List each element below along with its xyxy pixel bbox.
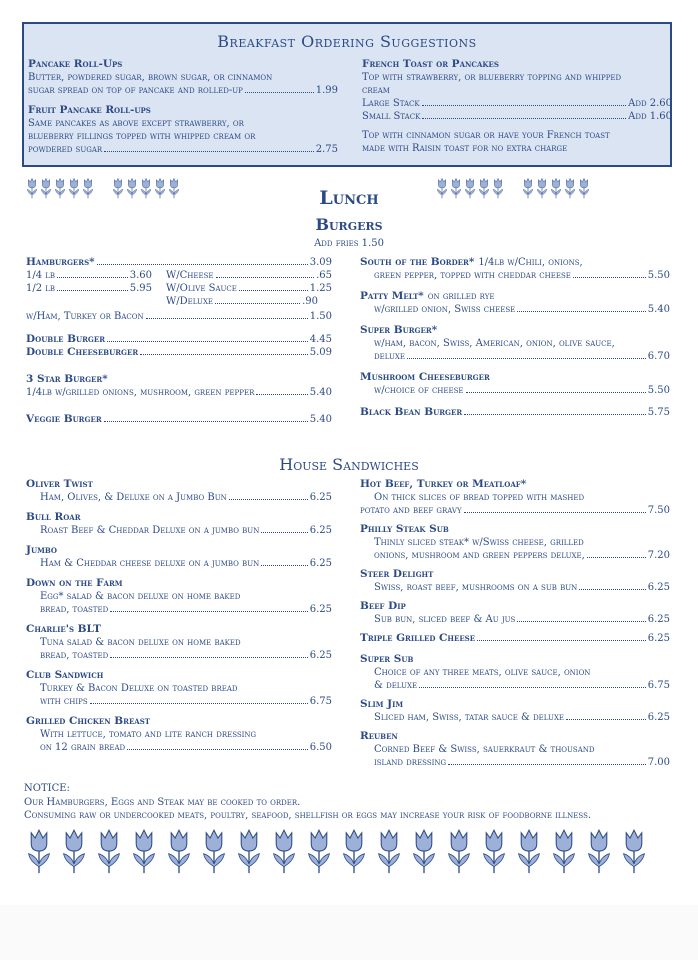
tulip-icon (166, 826, 192, 876)
sandwich-price-row (360, 613, 670, 626)
burger-price: 5.50 (647, 385, 670, 396)
sandwich-item (26, 511, 332, 537)
sandwich-name: Slim Jim (360, 698, 404, 710)
tulip-icon (131, 826, 157, 876)
burger-inline-desc: on grilled rye (427, 291, 495, 302)
sandwich-text: & deluxe (374, 680, 418, 691)
sandwich-price: 7.20 (647, 550, 670, 561)
french-toast-note-2: made with Raisin toast for no extra charge (362, 143, 568, 154)
tulip-icon (481, 826, 507, 876)
burger-price-row (360, 384, 670, 397)
sandwich-price-row (360, 549, 670, 562)
notice (24, 782, 674, 823)
sandwich-item (360, 653, 670, 692)
sandwiches-right-column (360, 478, 670, 775)
french-toast-note-1: Top with cinnamon sugar or have your French toast (362, 130, 610, 141)
burger-size-row-2: 1/2 lb 5.95 W/Olive Sauce 1.25 (26, 283, 332, 294)
sandwich-price: 7.50 (647, 505, 670, 516)
veggie-burger-row: Veggie Burger 5.40 (26, 413, 332, 425)
large-stack-row: Large Stack Add 2.60 (362, 98, 672, 109)
fruit-pancake-price: 2.75 (315, 144, 338, 155)
burger-text: w/choice of cheese (374, 385, 464, 396)
sandwich-price: 6.75 (309, 696, 332, 707)
tulip-icon (26, 826, 52, 876)
sandwich-text: Ham & Cheddar cheese deluxe on a jumbo bun (40, 558, 260, 569)
tulip-icon (96, 826, 122, 876)
tulip-icon (446, 826, 472, 876)
sandwich-item (26, 669, 332, 708)
sandwich-price-row (360, 756, 670, 769)
sandwich-price-row (360, 504, 670, 517)
sandwich-price: 6.25 (647, 712, 670, 723)
sandwich-desc: Egg* salad & bacon deluxe on home baked (40, 591, 241, 602)
breakfast-panel (22, 22, 672, 167)
sandwich-name-text: Down on the Farm (26, 577, 123, 589)
sandwich-price: 6.25 (309, 558, 332, 569)
sandwich-price-row (360, 711, 670, 724)
burger-inline-desc: 1/4lb w/Chili, onions, (478, 257, 583, 268)
pancake-rollups-desc: Butter, powdered sugar, brown sugar, or cinnamon (28, 72, 273, 83)
pancake-rollups-price-row: sugar spread on top of pancake and rolled-up 1.99 (28, 85, 338, 96)
sandwich-name: Beef Dip (360, 600, 406, 612)
notice-title: NOTICE: (24, 783, 70, 794)
sandwich-item (360, 568, 670, 594)
fruit-pancake-desc-2: blueberry fillings topped with whipped cream or (28, 131, 256, 142)
page-bottom-margin (0, 905, 698, 960)
sandwich-price: 6.50 (309, 742, 332, 753)
black-bean-burger-row: Black Bean Burger 5.75 (360, 406, 670, 418)
sandwich-item (26, 478, 332, 504)
burger-name-text: Patty Melt* (360, 290, 424, 302)
sandwich-price-row (360, 679, 670, 692)
sandwich-text: bread, toasted (40, 650, 109, 661)
sandwich-text: on 12 grain bread (40, 742, 126, 753)
pancake-rollups-price: 1.99 (315, 85, 338, 96)
sandwich-name (26, 544, 332, 557)
sandwich-text: island dressing (374, 757, 447, 768)
sandwich-item (26, 623, 332, 662)
burger-name (360, 290, 670, 303)
tulip-border-bottom (26, 826, 647, 876)
sandwich-text: Ham, Olives, & Deluxe on a Jumbo Bun (40, 492, 227, 503)
sandwich-price-row (26, 557, 332, 570)
sandwich-item (26, 715, 332, 754)
french-toast-desc-1: Top with strawberry, or blueberry topping and whipped (362, 72, 622, 83)
burger-price-row (360, 303, 670, 316)
sandwich-text: with chips (40, 696, 88, 707)
three-star-burger-row: 1/4lb w/grilled onions, mushroom, green pepper 5.40 (26, 387, 332, 398)
burger-item (360, 324, 670, 363)
sandwich-price-row (26, 649, 332, 662)
sandwich-desc: Turkey & Bacon Deluxe on toasted bread (40, 683, 238, 694)
burger-item (360, 256, 670, 282)
sandwich-text: Swiss, roast beef, mushrooms on a sub bun (374, 582, 578, 593)
burger-price-row (360, 350, 670, 363)
burger-name (360, 324, 670, 337)
breakfast-title: Breakfast Ordering Suggestions (217, 32, 477, 51)
double-cheeseburger-row: Double Cheeseburger 5.09 (26, 346, 332, 358)
sandwich-name: Hot Beef, Turkey or Meatloaf* (360, 478, 527, 490)
fruit-pancake-desc-1: Same pancakes as above except strawberry, or (28, 118, 244, 129)
pancake-rollups-name: Pancake Roll-Ups (28, 58, 123, 70)
french-toast-name: French Toast or Pancakes (362, 58, 499, 70)
tulip-icon (376, 826, 402, 876)
sandwich-desc: On thick slices of bread topped with mashed (374, 492, 585, 503)
french-toast-desc-2: cream (362, 85, 390, 96)
notice-line-2: Consuming raw or undercooked meats, poultry, seafood, shellfish or eggs may increase your risk of foodborne illness. (24, 810, 592, 821)
tulip-icon (61, 826, 87, 876)
sandwich-price: 6.25 (309, 650, 332, 661)
black-bean-column (360, 406, 670, 419)
sandwich-price-row (360, 581, 670, 594)
burger-size-row-3: W/Deluxe .90 (166, 296, 318, 307)
sandwich-price-row (26, 741, 332, 754)
sandwich-name (26, 623, 332, 636)
burger-text: deluxe (374, 351, 405, 362)
sandwich-item (26, 544, 332, 570)
sandwich-name-text: Club Sandwich (26, 669, 104, 681)
burger-price: 5.50 (647, 270, 670, 281)
sandwich-name-text: Oliver Twist (26, 478, 93, 490)
sandwich-item (360, 698, 670, 724)
burger-price-row (360, 269, 670, 282)
sandwich-desc: With lettuce, tomato and lite ranch dressing (40, 729, 257, 740)
tulip-icon (306, 826, 332, 876)
notice-line-1: Our Hamburgers, Eggs and Steak may be cooked to order. (24, 796, 301, 808)
sandwich-name-text: Grilled Chicken Breast (26, 715, 150, 727)
sandwich-item (360, 600, 670, 626)
burger-name-text: Super Burger* (360, 324, 438, 336)
tulip-icon (516, 826, 542, 876)
tulip-icon (271, 826, 297, 876)
fruit-pancake-price-row: powdered sugar 2.75 (28, 144, 338, 155)
sandwich-name-text: Jumbo (26, 544, 57, 556)
sandwich-name (26, 577, 332, 590)
sandwich-name-text: Bull Roar (26, 511, 81, 523)
three-star-burger-name: 3 Star Burger* (26, 373, 108, 385)
tulip-icon (201, 826, 227, 876)
burger-name-text: Mushroom Cheeseburger (360, 371, 490, 383)
sandwich-item (360, 730, 670, 769)
burgers-title: Burgers (315, 215, 383, 234)
sandwich-text: potato and beef gravy (360, 505, 462, 516)
tulip-icon (551, 826, 577, 876)
sandwich-text: Sliced ham, Swiss, tatar sauce & deluxe (374, 712, 565, 723)
sandwich-desc: Tuna salad & bacon deluxe on home baked (40, 637, 241, 648)
sandwich-price-row (26, 524, 332, 537)
ham-turkey-bacon-row: w/Ham, Turkey or Bacon 1.50 (26, 311, 332, 322)
burger-desc: w/ham, bacon, Swiss, American, onion, olive sauce, (374, 338, 615, 349)
triple-grilled-cheese-row (360, 632, 670, 645)
sandwich-item (360, 478, 670, 517)
sandwich-text: Roast Beef & Cheddar Deluxe on a jumbo bun (40, 525, 260, 536)
sandwich-name: Reuben (360, 730, 398, 742)
sandwich-text: bread, toasted (40, 604, 109, 615)
burger-text: green pepper, topped with cheddar cheese (374, 270, 571, 281)
sandwich-price: 6.25 (309, 604, 332, 615)
sandwich-desc: Choice of any three meats, olive sauce, onion (374, 667, 591, 678)
burgers-right-column (360, 256, 670, 405)
sandwich-name (26, 511, 332, 524)
sandwich-price: 6.25 (309, 525, 332, 536)
tulip-icon (236, 826, 262, 876)
sandwich-price-row (26, 695, 332, 708)
burger-size-row-1: 1/4 lb 3.60 W/Cheese .65 (26, 270, 332, 281)
burger-name (360, 371, 670, 384)
burger-name (360, 256, 670, 269)
triple-grilled-cheese-price: 6.25 (647, 633, 670, 644)
burger-item (360, 290, 670, 316)
sandwiches-left-column (26, 478, 332, 761)
burger-text: w/grilled onion, Swiss cheese (374, 304, 516, 315)
sandwich-name (26, 715, 332, 728)
sandwich-name: Philly Steak Sub (360, 523, 449, 535)
burger-price: 6.70 (647, 351, 670, 362)
sandwich-text: Sub bun, sliced beef & Au jus (374, 614, 516, 625)
triple-grilled-cheese-name: Triple Grilled Cheese (360, 632, 476, 644)
fruit-pancake-rollups-name: Fruit Pancake Roll-ups (28, 104, 151, 116)
burger-item (360, 371, 670, 397)
sandwich-desc: Corned Beef & Swiss, sauerkraut & thousand (374, 744, 595, 755)
tulip-icon (411, 826, 437, 876)
sandwich-price-row (26, 603, 332, 616)
burgers-left-column (26, 256, 332, 426)
tulip-icon (621, 826, 647, 876)
sandwich-price: 6.75 (647, 680, 670, 691)
small-stack-row: Small Stack Add 1.60 (362, 111, 672, 122)
sandwich-desc: Thinly sliced steak* w/Swiss cheese, grilled (374, 537, 584, 548)
house-sandwiches-title: House Sandwiches (279, 455, 419, 474)
breakfast-left-column (28, 58, 338, 163)
lunch-title: Lunch (319, 187, 379, 209)
sandwich-item (360, 523, 670, 562)
sandwich-text: onions, mushroom and green peppers deluxe, (374, 550, 585, 561)
burger-name-text: South of the Border* (360, 256, 475, 268)
sandwich-price: 6.25 (647, 614, 670, 625)
sandwich-name: Super Sub (360, 653, 414, 665)
sandwich-item (26, 577, 332, 616)
sandwich-name: Steer Delight (360, 568, 434, 580)
sandwich-price: 6.25 (309, 492, 332, 503)
tulip-icon (586, 826, 612, 876)
sandwich-name (26, 478, 332, 491)
hamburgers-row: Hamburgers* 3.09 (26, 256, 332, 268)
sandwich-price: 6.25 (647, 582, 670, 593)
double-burger-row: Double Burger 4.45 (26, 333, 332, 345)
sandwich-name (26, 669, 332, 682)
add-fries-note: Add fries 1.50 (314, 238, 384, 249)
sandwich-name-text: Charlie's BLT (26, 623, 101, 635)
sandwich-price: 7.00 (647, 757, 670, 768)
burger-price: 5.40 (647, 304, 670, 315)
tulip-icon (341, 826, 367, 876)
sandwich-price-row (26, 491, 332, 504)
breakfast-right-column (362, 58, 672, 155)
